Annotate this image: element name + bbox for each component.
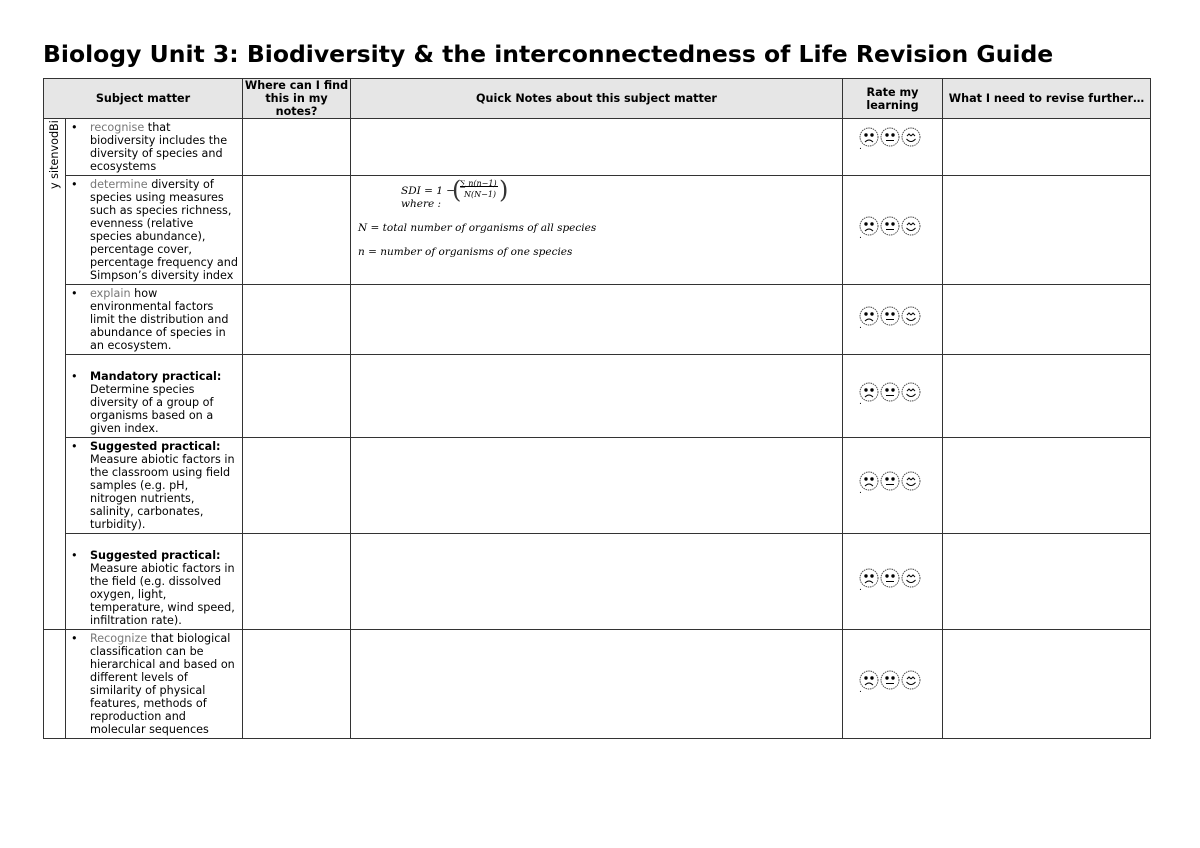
notes-location-cell[interactable]	[243, 355, 351, 438]
sad-face-icon[interactable]	[859, 216, 879, 236]
subject-cell: • determine diversity of species using measures such as species richness, evenness (relative species abundance), percentage cover, percentage frequency and Simpson’s diversity index	[66, 176, 243, 285]
rating-cell: .	[843, 438, 943, 534]
quick-notes-cell[interactable]	[351, 534, 843, 630]
happy-face-icon[interactable]	[901, 216, 921, 236]
table-row	[44, 119, 1151, 176]
keyword: explain	[90, 287, 131, 300]
subject-cell: • Recognize that biological classification can be hierarchical and based on different levels of similarity of physical features, methods of reproduction and molecular sequences	[66, 630, 243, 739]
revise-cell[interactable]	[943, 630, 1151, 739]
neutral-face-icon[interactable]	[880, 471, 900, 491]
quick-notes-cell[interactable]	[351, 119, 843, 176]
revise-cell[interactable]	[943, 285, 1151, 355]
subject-cell: • Suggested practical: Measure abiotic factors in the field (e.g. dissolved oxygen, light, temperature, wind speed, infiltration rate).	[66, 534, 243, 630]
rating-cell: .	[843, 285, 943, 355]
sad-face-icon[interactable]	[859, 471, 879, 491]
table-row	[44, 355, 1151, 438]
revise-cell[interactable]	[943, 176, 1151, 285]
quick-notes-cell[interactable]	[351, 355, 843, 438]
subject-cell: • explain how environmental factors limit the distribution and abundance of species in an ecosystem.	[66, 285, 243, 355]
header-subject: Subject matter	[44, 79, 243, 119]
section-side-cell	[44, 119, 66, 630]
revise-cell[interactable]	[943, 119, 1151, 176]
table-row	[44, 285, 1151, 355]
quick-notes-cell[interactable]	[351, 176, 843, 285]
header-row	[44, 79, 1151, 119]
happy-face-icon[interactable]	[901, 127, 921, 147]
quick-notes-cell[interactable]	[351, 630, 843, 739]
revision-table	[43, 78, 1151, 739]
keyword: Suggested practical:	[90, 440, 221, 453]
revise-cell[interactable]	[943, 438, 1151, 534]
neutral-face-icon[interactable]	[880, 382, 900, 402]
table-row	[44, 176, 1151, 285]
sad-face-icon[interactable]	[859, 670, 879, 690]
rating-cell: .	[843, 119, 943, 176]
notes-location-cell[interactable]	[243, 285, 351, 355]
subject-cell: • Suggested practical: Measure abiotic factors in the classroom using field samples (e.g. pH, nitrogen nutrients, salinity, carbonates, turbidity).	[66, 438, 243, 534]
quick-notes-cell[interactable]	[351, 285, 843, 355]
subject-cell: • Mandatory practical: Determine species diversity of a group of organisms based on a given index.	[66, 355, 243, 438]
neutral-face-icon[interactable]	[880, 670, 900, 690]
keyword: determine	[90, 178, 148, 191]
revise-cell[interactable]	[943, 534, 1151, 630]
rating-cell: .	[843, 534, 943, 630]
side-label: y sitenvodBi	[48, 120, 61, 189]
keyword: recognise	[90, 121, 145, 134]
subject-cell: • recognise that biodiversity includes the diversity of species and ecosystems	[66, 119, 243, 176]
revise-cell[interactable]	[943, 355, 1151, 438]
table-row	[44, 438, 1151, 534]
quick-notes-cell[interactable]	[351, 438, 843, 534]
header-where: Where can I find this in my notes?	[243, 79, 351, 119]
neutral-face-icon[interactable]	[880, 306, 900, 326]
sad-face-icon[interactable]	[859, 382, 879, 402]
table-row	[44, 630, 1151, 739]
neutral-face-icon[interactable]	[880, 568, 900, 588]
rating-cell: .	[843, 176, 943, 285]
header-revise: What I need to revise further…	[943, 79, 1151, 119]
keyword: Recognize	[90, 632, 148, 645]
section-side-cell	[44, 630, 66, 739]
notes-location-cell[interactable]	[243, 534, 351, 630]
keyword: Suggested practical:	[90, 549, 221, 562]
rating-cell: .	[843, 355, 943, 438]
table-row	[44, 534, 1151, 630]
happy-face-icon[interactable]	[901, 306, 921, 326]
keyword: Mandatory practical:	[90, 370, 222, 383]
happy-face-icon[interactable]	[901, 670, 921, 690]
sad-face-icon[interactable]	[859, 568, 879, 588]
happy-face-icon[interactable]	[901, 568, 921, 588]
rating-cell: .	[843, 630, 943, 739]
happy-face-icon[interactable]	[901, 382, 921, 402]
neutral-face-icon[interactable]	[880, 216, 900, 236]
header-quick-notes: Quick Notes about this subject matter	[351, 79, 843, 119]
notes-location-cell[interactable]	[243, 438, 351, 534]
notes-location-cell[interactable]	[243, 176, 351, 285]
simpson-formula: SDI = 1 − ( ∑ n(n−1) N(N−1) ) where : N = total number of organisms of all species n = number of organisms of one species	[358, 176, 597, 258]
page-title: Biology Unit 3: Biodiversity & the interconnectedness of Life Revision Guide	[43, 40, 1054, 68]
happy-face-icon[interactable]	[901, 471, 921, 491]
header-rate: Rate my learning	[843, 79, 943, 119]
sad-face-icon[interactable]	[859, 306, 879, 326]
notes-location-cell[interactable]	[243, 119, 351, 176]
notes-location-cell[interactable]	[243, 630, 351, 739]
sad-face-icon[interactable]	[859, 127, 879, 147]
neutral-face-icon[interactable]	[880, 127, 900, 147]
